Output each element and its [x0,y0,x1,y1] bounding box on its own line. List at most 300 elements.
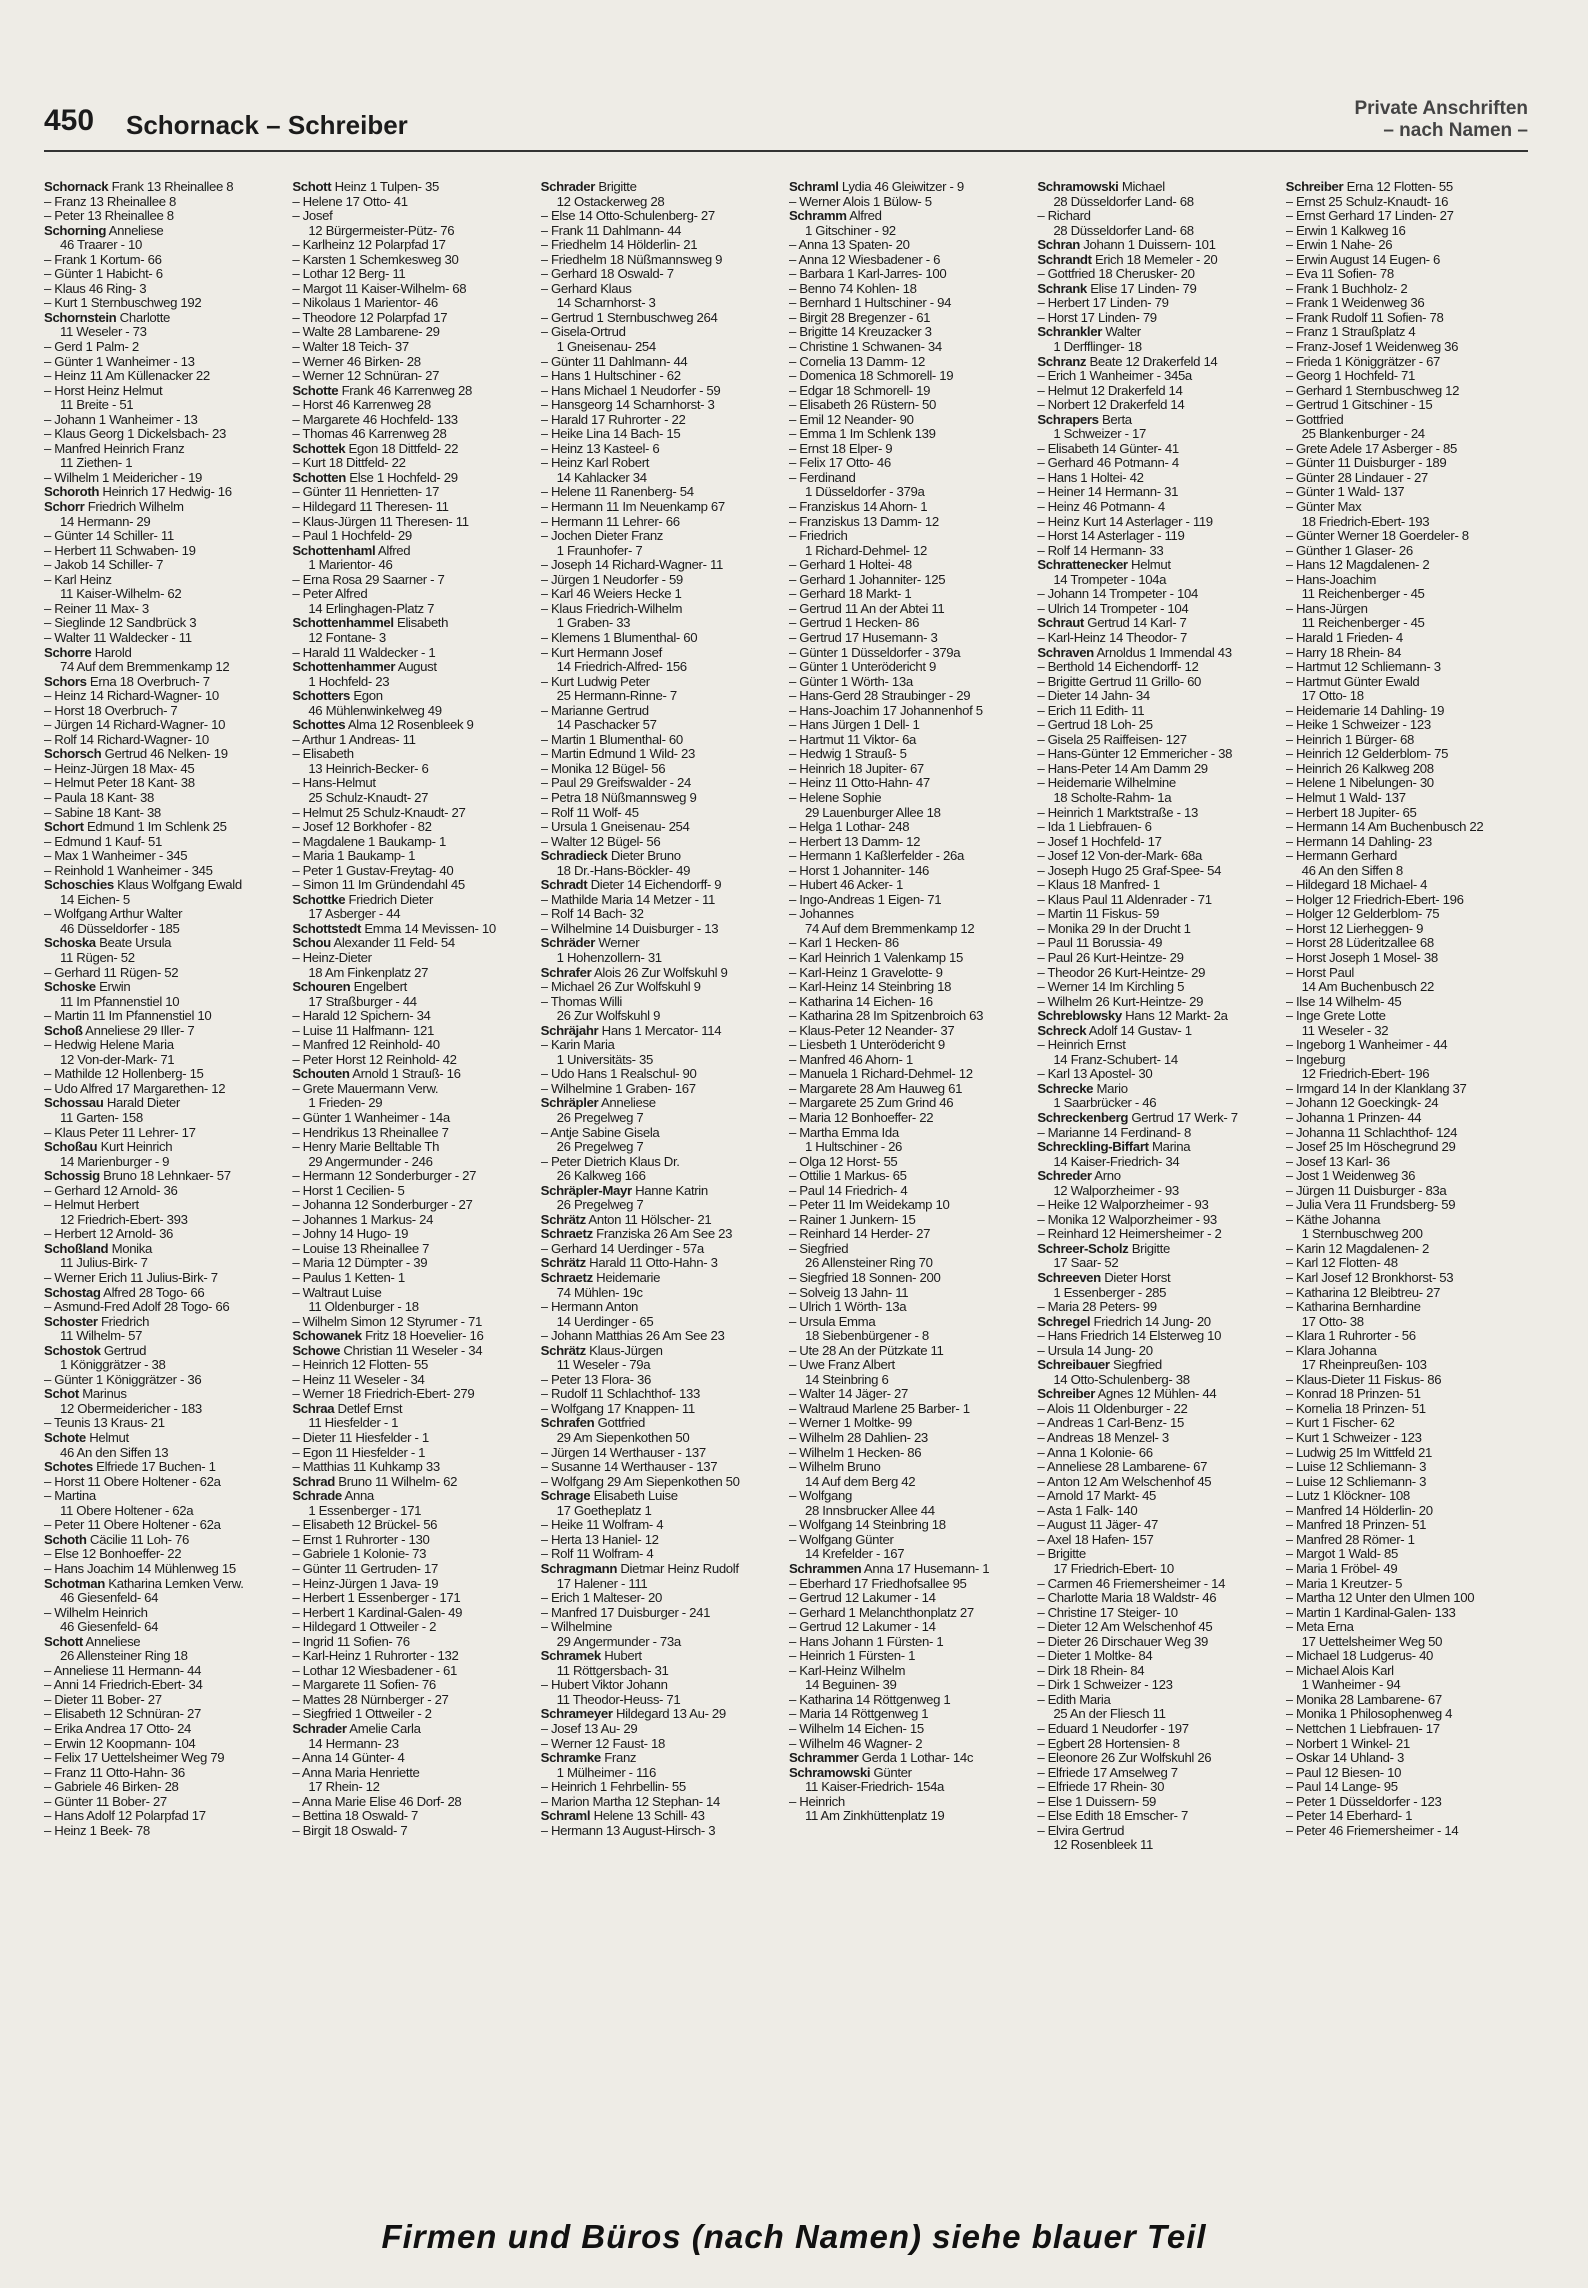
directory-entry: – Gerhard 1 Sternbuschweg 12 [1285,383,1460,398]
directory-entry: – Günter 11 Dahlmann- 44 [540,354,688,369]
surname: Schoske [44,980,96,995]
directory-entry: – Luise 12 Schliemann- 3 [1285,1474,1427,1489]
surname: Schottes [292,718,346,733]
directory-entry: – Kurt Hermann Josef [540,645,662,660]
directory-entry: – Hans Jürgen 1 Dell- 1 [788,718,920,733]
directory-entry: – Horst 11 Obere Holtener - 62a [44,1474,221,1489]
directory-entry: – Hans-Joachim 17 Johannenhof 5 [788,703,983,718]
directory-entry: – Jürgen 14 Werthauser - 137 [540,1445,706,1460]
directory-entry: – Anna Maria Henriette [292,1765,420,1780]
directory-entry: Schoroth Heinrich 17 Hedwig- 16 [44,485,232,500]
directory-entry: – Heinz Kurt 14 Asterlager - 119 [1037,514,1213,529]
directory-entry: – Felix 17 Otto- 46 [788,456,891,471]
directory-entry: – Eleonore 26 Zur Wolfskuhl 26 [1037,1751,1212,1766]
directory-entry: – Helmut Peter 18 Kant- 38 [44,776,195,791]
directory-entry: – Mattes 28 Nürnberger - 27 [292,1692,449,1707]
directory-entry: 11 Hiesfelder - 1 [308,1416,399,1431]
surname: Schreiber [1285,180,1344,194]
directory-entry: – Else 12 Bonhoeffer- 22 [44,1547,182,1562]
directory-entry: – Johanna 12 Sonderburger - 27 [292,1198,473,1213]
surname: Schottek [292,441,346,456]
surname: Schreck [1037,1023,1087,1038]
directory-entry: Schorr Friedrich Wilhelm [44,500,184,515]
directory-entry: – Hermann Gerhard [1285,849,1397,864]
directory-entry: 12 Rosenbleek 11 [1053,1838,1154,1853]
directory-entry: – Friedhelm 18 Nüßmannsweg 9 [540,252,723,267]
surname: Schraml [540,1809,591,1824]
surname: Schoschies [44,878,114,893]
page-title: Schornack – Schreiber [126,110,408,140]
directory-entry: – Erika Andrea 17 Otto- 24 [44,1721,192,1736]
surname: Schrage [540,1489,591,1504]
directory-entry: 18 Siebenbürgener - 8 [804,1329,929,1344]
directory-entry: 1 Wanheimer - 94 [1301,1678,1401,1693]
directory-entry: Schraml Lydia 46 Gleiwitzer - 9 [788,180,964,194]
directory-entry: – Hubert 46 Acker- 1 [788,878,903,893]
surname: Schreiber [1037,1387,1096,1402]
directory-entry: 18 Scholte-Rahm- 1a [1053,790,1172,805]
directory-entry: – Hans-Günter 12 Emmericher - 38 [1037,747,1233,762]
directory-entry: – Hermann 14 Dahling- 23 [1285,834,1432,849]
directory-entry: – Georg 1 Hochfeld- 71 [1285,369,1416,384]
directory-entry: – Edith Maria [1037,1692,1111,1707]
directory-entry: 1 Richard-Dehmel- 12 [804,543,927,558]
directory-entry: – Karin 12 Magdalenen- 2 [1285,1241,1430,1256]
directory-entry: – Heinz Karl Robert [540,456,650,471]
directory-entry: Schregel Friedrich 14 Jung- 20 [1037,1314,1211,1329]
directory-entry: 11 Julius-Birk- 7 [60,1256,148,1271]
directory-entry: – Hans-Gerd 28 Straubinger - 29 [788,689,971,704]
directory-entry: – Hubert Viktor Johann [540,1678,668,1693]
directory-entry: – Johann 12 Goeckingk- 24 [1285,1096,1439,1111]
directory-entry: 1 Saarbrücker - 46 [1053,1096,1157,1111]
directory-entry: 1 Hohenzollern- 31 [556,950,662,965]
surname: Schottenhaml [292,543,376,558]
directory-entry: Schottek Egon 18 Dittfeld- 22 [292,441,459,456]
directory-entry: – Elfriede 17 Amselweg 7 [1037,1765,1178,1780]
directory-entry: – Manfred 12 Reinhold- 40 [292,1038,440,1053]
directory-entry: Schraetz Heidemarie [540,1271,661,1286]
directory-entry: – Karl 1 Hecken- 86 [788,936,899,951]
directory-entry: – Udo Alfred 17 Margarethen- 12 [44,1081,226,1096]
directory-entry: – Emil 12 Neander- 90 [788,412,914,427]
directory-entry: – Klaus Paul 11 Aldenrader - 71 [1037,892,1212,907]
directory-entry: – Arthur 1 Andreas- 11 [292,732,416,747]
directory-entry: – Nikolaus 1 Marientor- 46 [292,296,438,311]
directory-entry: – Günter 1 Habicht- 6 [44,267,163,282]
directory-entry: Schottke Friedrich Dieter [292,892,434,907]
directory-entry: Schrameyer Hildegard 13 Au- 29 [540,1707,726,1722]
directory-entry: 26 Kalkweg 166 [556,1169,646,1184]
directory-entry: 1 Frieden- 29 [308,1096,383,1111]
directory-entry: – Katharina 14 Eichen- 16 [788,994,933,1009]
directory-entry: 17 Goetheplatz 1 [556,1503,652,1518]
directory-entry: Schoschies Klaus Wolfgang Ewald [44,878,242,893]
directory-entry: Schrätz Harald 11 Otto-Hahn- 3 [540,1256,718,1271]
directory-entry: – Karl-Heinz 1 Gravelotte- 9 [788,965,943,980]
directory-entry: – Günter Max [1285,500,1362,515]
directory-entry: Schoßland Monika [44,1241,152,1256]
directory-entry: Schostag Alfred 28 Togo- 66 [44,1285,205,1300]
surname: Schraa [292,1401,335,1416]
directory-entry: – Margot 1 Wald- 85 [1285,1547,1398,1562]
directory-entry: – Klaus 46 Ring- 3 [44,281,147,296]
directory-entry: – Felix 17 Uettelsheimer Weg 79 [44,1751,225,1766]
surname: Schräpler-Mayr [540,1183,632,1198]
directory-entry: – Paulus 1 Ketten- 1 [292,1271,405,1286]
directory-entry: – Alois 11 Oldenburger - 22 [1037,1401,1188,1416]
surname: Schors [44,674,87,689]
surname: Schottenhammer [292,660,396,675]
directory-entry: – Hans-Joachim [1285,572,1377,587]
directory-entry: 14 Trompeter - 104a [1053,572,1167,587]
directory-entry: – Walter 11 Waldecker - 11 [44,630,192,645]
directory-entry: – Hedwig 1 Strauß- 5 [788,747,907,762]
surname: Schradieck [540,849,608,864]
surname: Schorning [44,223,107,238]
directory-entry: – Manfred 28 Römer- 1 [1285,1532,1415,1547]
directory-entry: – Andreas 18 Menzel- 3 [1037,1431,1169,1446]
directory-entry: – Reinhard 12 Heimersheimer - 2 [1037,1227,1222,1242]
directory-entry: 12 Friedrich-Ebert- 393 [60,1212,188,1227]
directory-entry: Schraetz Franziska 26 Am See 23 [540,1227,733,1242]
directory-entry: – Karin Maria [540,1038,615,1053]
directory-entry: 74 Auf dem Bremmenkamp 12 [60,660,230,675]
directory-entry: – Ursula 14 Jung- 20 [1037,1343,1153,1358]
directory-entry: – Meta Erna [1285,1620,1354,1635]
directory-entry: Schran Johann 1 Duissern- 101 [1037,238,1216,253]
directory-entry: – Helga 1 Lothar- 248 [788,820,910,835]
directory-entry: 29 Angermunder - 246 [308,1154,433,1169]
directory-entry: – Christine 17 Steiger- 10 [1037,1605,1178,1620]
directory-entry: – Hendrikus 13 Rheinallee 7 [292,1125,449,1140]
directory-entry: – Ida 1 Liebfrauen- 6 [1037,820,1152,835]
surname: Schotten [292,470,346,485]
directory-entry: – Hedwig Helene Maria [44,1038,174,1053]
directory-entry: – Ingrid 11 Sofien- 76 [292,1634,410,1649]
surname: Schoroth [44,485,100,500]
directory-entry: – Karl Heinz [44,572,112,587]
surname: Schran [1037,238,1080,253]
directory-entry: – Peter Alfred [292,587,368,602]
directory-entry: – Edmund 1 Kauf- 51 [44,834,162,849]
directory-entry: Schramowski Günter [788,1765,912,1780]
directory-entry: – Jochen Dieter Franz [540,529,664,544]
directory-entry: – Margarete 28 Am Hauweg 61 [788,1081,963,1096]
directory-entry: – Ferdinand [788,470,856,485]
surname: Schostok [44,1343,101,1358]
directory-entry: – Maria 1 Fröbel- 49 [1285,1561,1398,1576]
surname: Schotters [292,689,351,704]
directory-entry: Schorsch Gertrud 46 Nelken- 19 [44,747,228,762]
directory-entry: – Michael Alois Karl [1285,1663,1394,1678]
directory-entry: – Gerhard 1 Johanniter- 125 [788,572,946,587]
directory-entry: – Günter 28 Lindauer - 27 [1285,470,1428,485]
surname: Schot [44,1387,79,1402]
directory-entry: – Anna 1 Kolonie- 66 [1037,1445,1153,1460]
directory-entry: – Heinrich 26 Kalkweg 208 [1285,761,1434,776]
directory-entry: 14 Hermann- 23 [308,1736,399,1751]
directory-entry: – Karl-Heinz 14 Steinbring 18 [788,980,952,995]
directory-entry: – Günter 1 Königgrätzer - 36 [44,1372,202,1387]
directory-entry: – Dirk 18 Rhein- 84 [1037,1663,1145,1678]
directory-entry: – Walter 12 Bügel- 56 [540,834,661,849]
directory-entry: Schossau Harald Dieter [44,1096,180,1111]
directory-entry: – Wilhelm 26 Kurt-Heintze- 29 [1037,994,1204,1009]
directory-entry: – Berthold 14 Eichendorff- 12 [1037,660,1199,675]
directory-entry: – Martin 11 Im Pfannenstiel 10 [44,1009,212,1024]
directory-entry: – Katharina 14 Röttgenweg 1 [788,1692,951,1707]
directory-entry: – Wolfgang Arthur Walter [44,907,183,922]
section-label-line2: – nach Namen – [1383,120,1528,141]
directory-entry: – Anton 12 Am Welschenhof 45 [1037,1474,1212,1489]
directory-entry: – Else 14 Otto-Schulenberg- 27 [540,209,715,224]
directory-entry: – Martina [44,1489,96,1504]
surname: Schrankler [1037,325,1102,340]
surname: Schrade [292,1489,342,1504]
surname: Schouten [292,1067,350,1082]
directory-entry: 17 Friedrich-Ebert- 10 [1053,1561,1174,1576]
directory-entry: Schoßau Kurt Heinrich [44,1140,173,1155]
directory-entry: – Werner 46 Birken- 28 [292,354,421,369]
directory-entry: – Karsten 1 Schemkesweg 30 [292,252,459,267]
directory-entry: Schreck Adolf 14 Gustav- 1 [1037,1023,1192,1038]
directory-entry: Schotes Elfriede 17 Buchen- 1 [44,1460,216,1475]
directory-entry: – Herbert 11 Schwaben- 19 [44,543,196,558]
directory-entry: – Heinrich Ernst [1037,1038,1126,1053]
surname: Schou [292,936,331,951]
directory-entry: 12 Bürgermeister-Pütz- 76 [308,223,455,238]
directory-entry: – Gerhard 46 Potmann- 4 [1037,456,1179,471]
directory-entry: – Lothar 12 Wiesbadener - 61 [292,1663,458,1678]
directory-entry: – Luise 12 Schliemann- 3 [1285,1460,1427,1475]
directory-entry: – Heike Lina 14 Bach- 15 [540,427,681,442]
directory-entry: – Gerhard 12 Arnold- 36 [44,1183,178,1198]
directory-entry: – Sabine 18 Kant- 38 [44,805,161,820]
surname: Schrader [540,180,596,194]
directory-entry: – Helmut 25 Schulz-Knaudt- 27 [292,805,466,820]
directory-entry: 1 Universitäts- 35 [556,1052,653,1067]
directory-entry: 12 Walporzheimer - 93 [1053,1183,1179,1198]
directory-entry: – Frank 1 Buchholz- 2 [1285,281,1408,296]
directory-entry: – Franziskus 14 Ahorn- 1 [788,500,928,515]
directory-entry: – Peter Dietrich Klaus Dr. [540,1154,680,1169]
directory-entry: – Erich 1 Malteser- 20 [540,1591,662,1606]
surname: Schossau [44,1096,104,1111]
directory-entry: – Helene 17 Otto- 41 [292,194,408,209]
directory-entry: – Franz 13 Rheinallee 8 [44,194,176,209]
directory-entry: – Hildegard 1 Ottweiler - 2 [292,1620,437,1635]
surname: Schreblowsky [1037,1009,1122,1024]
directory-entry: 17 Otto- 18 [1301,689,1364,704]
directory-entry: – Manuela 1 Richard-Dehmel- 12 [788,1067,973,1082]
directory-entry: – Rolf 14 Bach- 32 [540,907,644,922]
directory-entry: – Petra 18 Nüßmannsweg 9 [540,790,697,805]
directory-entry: – Matthias 11 Kuhkamp 33 [292,1460,440,1475]
directory-entry: – Friedrich [788,529,848,544]
surname: Schraut [1037,616,1084,631]
directory-entry: – Heinz 13 Kasteel- 6 [540,441,660,456]
surname: Schrecke [1037,1081,1094,1096]
directory-entry: – Horst 28 Lüderitzallee 68 [1285,936,1434,951]
directory-entry: – Hans 1 Holtei- 42 [1037,470,1144,485]
directory-entry: – Hartmut 12 Schliemann- 3 [1285,660,1441,675]
directory-entry: – Gertrud 1 Gitschiner - 15 [1285,398,1433,413]
directory-entry: – Wilhelm 14 Eichen- 15 [788,1721,924,1736]
directory-entry: – Hildegard 18 Michael- 4 [1285,878,1428,893]
directory-entry: Schottenhammer August [292,660,437,675]
directory-entry: – Helmut 1 Wald- 137 [1285,790,1406,805]
directory-entry: – Gerhard 11 Rügen- 52 [44,965,179,980]
directory-entry: – Simon 11 Im Gründendahl 45 [292,878,465,893]
directory-entry: – Egon 11 Hiesfelder - 1 [292,1445,426,1460]
surname: Schramowski [1037,180,1119,194]
directory-entry: – Heidemarie Wilhelmine [1037,776,1176,791]
directory-entry: – Dieter 11 Hiesfelder - 1 [292,1431,429,1446]
directory-entry: – Marion Martha 12 Stephan- 14 [540,1794,721,1809]
directory-entry: – Kurt 1 Fischer- 62 [1285,1416,1395,1431]
directory-entry: 1 Schweizer - 17 [1053,427,1146,442]
directory-entry: – Harald 12 Spichern- 34 [292,1009,431,1024]
directory-entry: – Kornelia 18 Prinzen- 51 [1285,1401,1426,1416]
directory-entry: – Heinrich 1 Fürsten- 1 [788,1649,916,1664]
directory-entry: – Günter 1 Wörth- 13a [788,674,913,689]
directory-entry: – Jürgen 1 Neudorfer - 59 [540,572,683,587]
directory-entry: – Günter 14 Schiller- 11 [44,529,174,544]
directory-entry: – Günter 11 Gertruden- 17 [292,1561,439,1576]
directory-entry: – Joseph 14 Richard-Wagner- 11 [540,558,723,573]
directory-entry: – Gerhard 1 Melanchthonplatz 27 [788,1605,974,1620]
directory-entry: Schramm Alfred [788,209,882,224]
directory-entry: Schoster Friedrich [44,1314,150,1329]
directory-entry: 11 Breite - 51 [60,398,134,413]
directory-entry: – Manfred 17 Duisburger - 241 [540,1605,711,1620]
directory-entry: – Helmut Herbert [44,1198,139,1213]
directory-entry: – Rudolf 11 Schlachthof- 133 [540,1387,700,1402]
directory-entry: – Katharina Bernhardine [1285,1300,1421,1315]
directory-entry: – Martin 11 Fiskus- 59 [1037,907,1160,922]
directory-entry: – Günther 1 Glaser- 26 [1285,543,1413,558]
directory-entry: – Monika 1 Philosophenweg 4 [1285,1707,1453,1722]
directory-entry: Schrätz Klaus-Jürgen [540,1343,663,1358]
directory-entry: – Manfred 14 Hölderlin- 20 [1285,1503,1433,1518]
directory-entry: – Heinz 14 Richard-Wagner- 10 [44,689,219,704]
directory-entry: Schote Helmut [44,1431,129,1446]
directory-entry: Schrattenecker Helmut [1037,558,1171,573]
directory-entry: – Paula 18 Kant- 38 [44,790,154,805]
directory-entry: – Ernst 18 Elper- 9 [788,441,893,456]
directory-entry: Schräpler Anneliese [540,1096,656,1111]
directory-entry: 74 Mühlen- 19c [556,1285,643,1300]
directory-entry: 26 Pregelweg 7 [556,1198,644,1213]
surname: Schräjahr [540,1023,599,1038]
directory-entry: – Martin 1 Blumenthal- 60 [540,732,683,747]
directory-entry: – Heinz 1 Beek- 78 [44,1823,150,1838]
directory-entry: 14 Auf dem Berg 42 [804,1474,916,1489]
directory-entry: – Werner 14 Im Kirchling 5 [1037,980,1185,995]
directory-entry: 1 Gneisenau- 254 [556,340,656,355]
directory-entry: – Gertrud 1 Hecken- 86 [788,616,920,631]
surname: Schraetz [540,1227,593,1242]
directory-entry: – Ingo-Andreas 1 Eigen- 71 [788,892,942,907]
directory-entry: – Werner 12 Schnüran- 27 [292,369,440,384]
directory-entry: Schoth Cäcilie 11 Loh- 76 [44,1532,189,1547]
directory-entry: 13 Heinrich-Becker- 6 [308,761,429,776]
directory-entry: – Hartmut Günter Ewald [1285,674,1420,689]
directory-entry: – Frieda 1 Königgrätzer - 67 [1285,354,1441,369]
directory-entry: 11 Rügen- 52 [60,950,135,965]
directory-entry: – Klaus-Dieter 11 Fiskus- 86 [1285,1372,1442,1387]
directory-entry: – Erwin 12 Koopmann- 104 [44,1736,196,1751]
directory-entry: Schottstedt Emma 14 Mevissen- 10 [292,921,496,936]
directory-entry: – Horst Paul [1285,965,1355,980]
directory-column [44,180,286,2190]
directory-entry: 17 Uettelsheimer Weg 50 [1301,1634,1443,1649]
directory-entry: – Maria 28 Peters- 99 [1037,1300,1157,1315]
directory-column [541,180,783,2190]
directory-entry: Schramowski Michael [1037,180,1165,194]
directory-entry: Schradt Dieter 14 Eichendorff- 9 [540,878,722,893]
directory-entry: Schrandt Erich 18 Memeler - 20 [1037,252,1218,267]
directory-entry: – Ute 28 An der Pützkate 11 [788,1343,944,1358]
directory-entry: Schramke Franz [540,1751,637,1766]
directory-entry: – Margarete 25 Zum Grind 46 [788,1096,954,1111]
directory-entry: – Teunis 13 Kraus- 21 [44,1416,165,1431]
directory-entry: – Dieter 11 Bober- 27 [44,1692,162,1707]
directory-entry: Schouten Arnold 1 Strauß- 16 [292,1067,461,1082]
directory-entry: – Mathilde 12 Hollenberg- 15 [44,1067,204,1082]
directory-entry: 12 Ostackerweg 28 [556,194,665,209]
directory-entry: 12 Fontane- 3 [308,630,386,645]
directory-entry: – Gottfried [1285,412,1344,427]
directory-entry: – Herbert 12 Arnold- 36 [44,1227,174,1242]
directory-entry: – Heinz-Jürgen 18 Max- 45 [44,761,195,776]
directory-entry: 14 Paschacker 57 [556,718,657,733]
directory-entry: Schrafer Alois 26 Zur Wolfskuhl 9 [540,965,728,980]
surname: Schrattenecker [1037,558,1128,573]
directory-entry: – Peter 13 Flora- 36 [540,1372,651,1387]
directory-entry: 11 Reichenberger - 45 [1301,616,1425,631]
directory-entry: – Reinhold 1 Wanheimer - 345 [44,863,213,878]
surname: Schossig [44,1169,100,1184]
directory-entry: – Hildegard 11 Theresen- 11 [292,500,449,515]
directory-entry: – Hermann 11 Lehrer- 66 [540,514,680,529]
directory-entry: – Horst 12 Lierheggen- 9 [1285,921,1424,936]
directory-entry: – Sieglinde 12 Sandbrück 3 [44,616,197,631]
directory-entry: – Frank Rudolf 11 Sofien- 78 [1285,310,1444,325]
directory-entry: 28 Düsseldorfer Land- 68 [1053,223,1194,238]
directory-entry: Schräder Werner [540,936,640,951]
directory-entry: 14 Kahlacker 34 [556,470,647,485]
directory-entry: – Horst Heinz Helmut [44,383,163,398]
surname: Schraml [788,180,839,194]
directory-entry: – Magdalene 1 Baukamp- 1 [292,834,446,849]
directory-entry: – Günter 1 Wald- 137 [1285,485,1405,500]
directory-entry: – Martin 1 Kardinal-Galen- 133 [1285,1605,1456,1620]
directory-entry: Schrage Elisabeth Luise [540,1489,678,1504]
directory-entry: – Else Edith 18 Emscher- 7 [1037,1809,1189,1824]
surname: Schramowski [788,1765,871,1780]
directory-entry: – Karl Josef 12 Bronkhorst- 53 [1285,1271,1454,1286]
surname: Schouren [292,980,351,995]
directory-entry: – Andreas 1 Carl-Benz- 15 [1037,1416,1184,1431]
directory-entry: 11 Kaiser-Wilhelm- 62 [60,587,182,602]
directory-entry: – Helene Sophie [788,790,882,805]
directory-entry: 17 Straßburger - 44 [308,994,417,1009]
directory-entry: – Johann 1 Wanheimer - 13 [44,412,198,427]
directory-entry: 46 Traarer - 10 [60,238,142,253]
directory-entry: – Reinhard 14 Herder- 27 [788,1227,931,1242]
